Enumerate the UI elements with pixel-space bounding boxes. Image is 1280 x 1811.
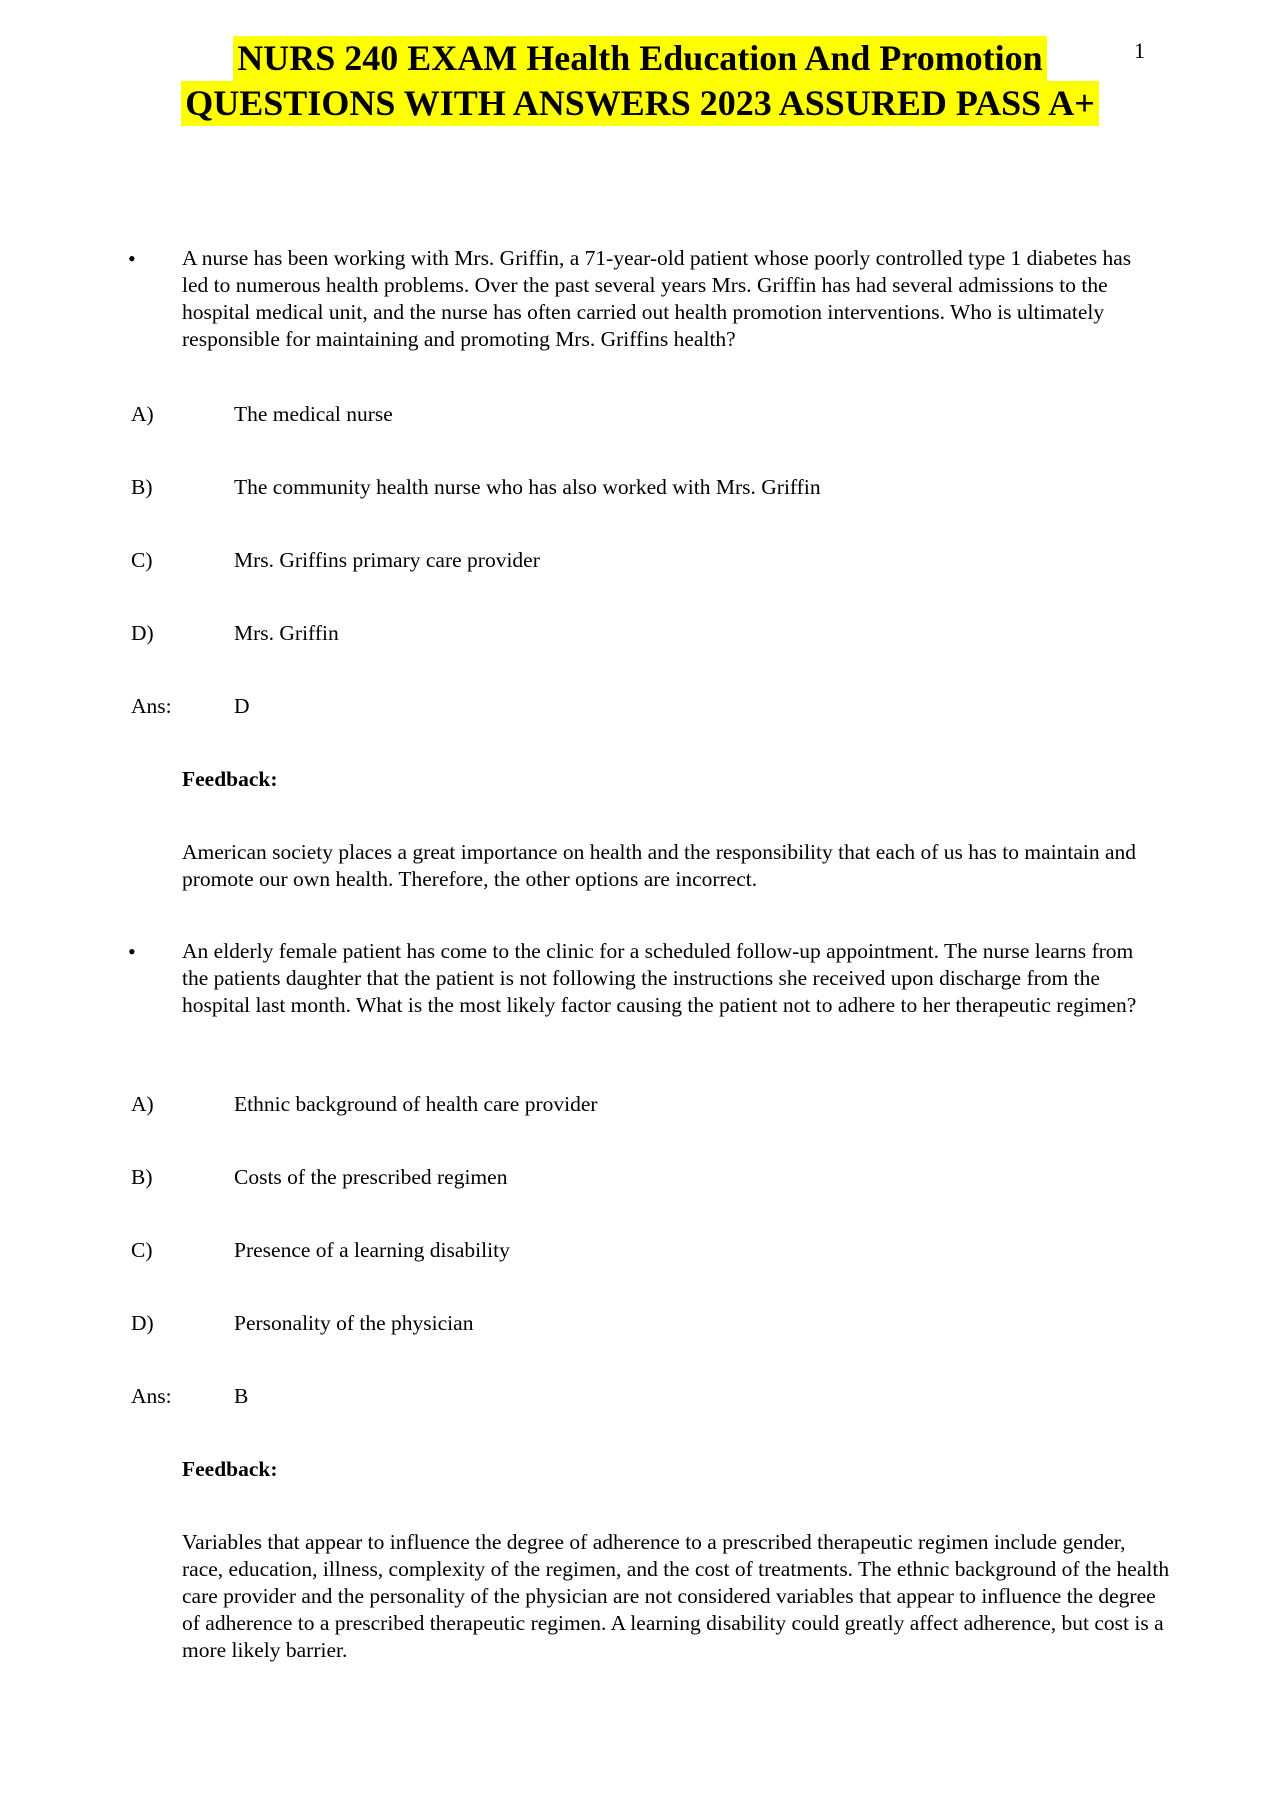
feedback-text-2: Variables that appear to influence the degree of adherence to a prescribed therapeutic regimen include gender, race, education, illness, complexity of the regimen, and the cost of treatments. The ethnic background of the health care provider and the personality of the physician are not considered variables that appear to influence the degree of adherence to a prescribed therapeutic regimen. A learning disability could greatly affect adherence, but cost is a more likely barrier. [182, 1530, 1170, 1662]
option-text-c: Presence of a learning disability [234, 1238, 510, 1262]
feedback-label: Feedback: [182, 767, 278, 791]
option-letter-b: B) [131, 1165, 153, 1189]
title-line-1: NURS 240 EXAM Health Education And Promotion [233, 36, 1046, 81]
document-title [0, 36, 1280, 126]
option-letter-d: D) [131, 621, 154, 645]
page-number: 1 [1134, 38, 1145, 63]
option-text-b: Costs of the prescribed regimen [234, 1165, 508, 1189]
option-letter-d: D) [131, 1311, 154, 1335]
answer-value: B [234, 1384, 249, 1408]
option-text-a: Ethnic background of health care provider [234, 1092, 598, 1116]
option-text-b: The community health nurse who has also worked with Mrs. Griffin [234, 475, 821, 499]
option-text-d: Mrs. Griffin [234, 621, 339, 645]
option-letter-c: C) [131, 548, 153, 572]
bullet-icon: • [128, 246, 136, 271]
option-text-d: Personality of the physician [234, 1311, 474, 1335]
option-text-c: Mrs. Griffins primary care provider [234, 548, 540, 572]
option-letter-c: C) [131, 1238, 153, 1262]
answer-label: Ans: [131, 694, 172, 718]
answer-label: Ans: [131, 1384, 172, 1408]
option-letter-a: A) [131, 1092, 154, 1116]
question-text-1: A nurse has been working with Mrs. Griffin, a 71-year-old patient whose poorly controlled type 1 diabetes has led to numerous health problems. Over the past several years Mrs. Griffin has had several admissions to the hospital medical unit, and the nurse has often carried out health promotion interventions. Who is ultimately responsible for maintaining and promoting Mrs. Griffins health? [182, 246, 1132, 351]
question-text-2: An elderly female patient has come to the clinic for a scheduled follow-up appointment. The nurse learns from the patients daughter that the patient is not following the instructions she received upon discharge from the hospital last month. What is the most likely factor causing the patient not to adhere to her therapeutic regimen? [182, 939, 1137, 1017]
feedback-label: Feedback: [182, 1457, 278, 1481]
title-line-2: QUESTIONS WITH ANSWERS 2023 ASSURED PASS A+ [181, 81, 1098, 126]
answer-value: D [234, 694, 250, 718]
option-text-a: The medical nurse [234, 402, 393, 426]
option-letter-b: B) [131, 475, 153, 499]
bullet-icon: • [128, 939, 136, 964]
feedback-text-1: American society places a great importance on health and the responsibility that each of us has to maintain and promote our own health. Therefore, the other options are incorrect. [182, 840, 1137, 891]
option-letter-a: A) [131, 402, 154, 426]
